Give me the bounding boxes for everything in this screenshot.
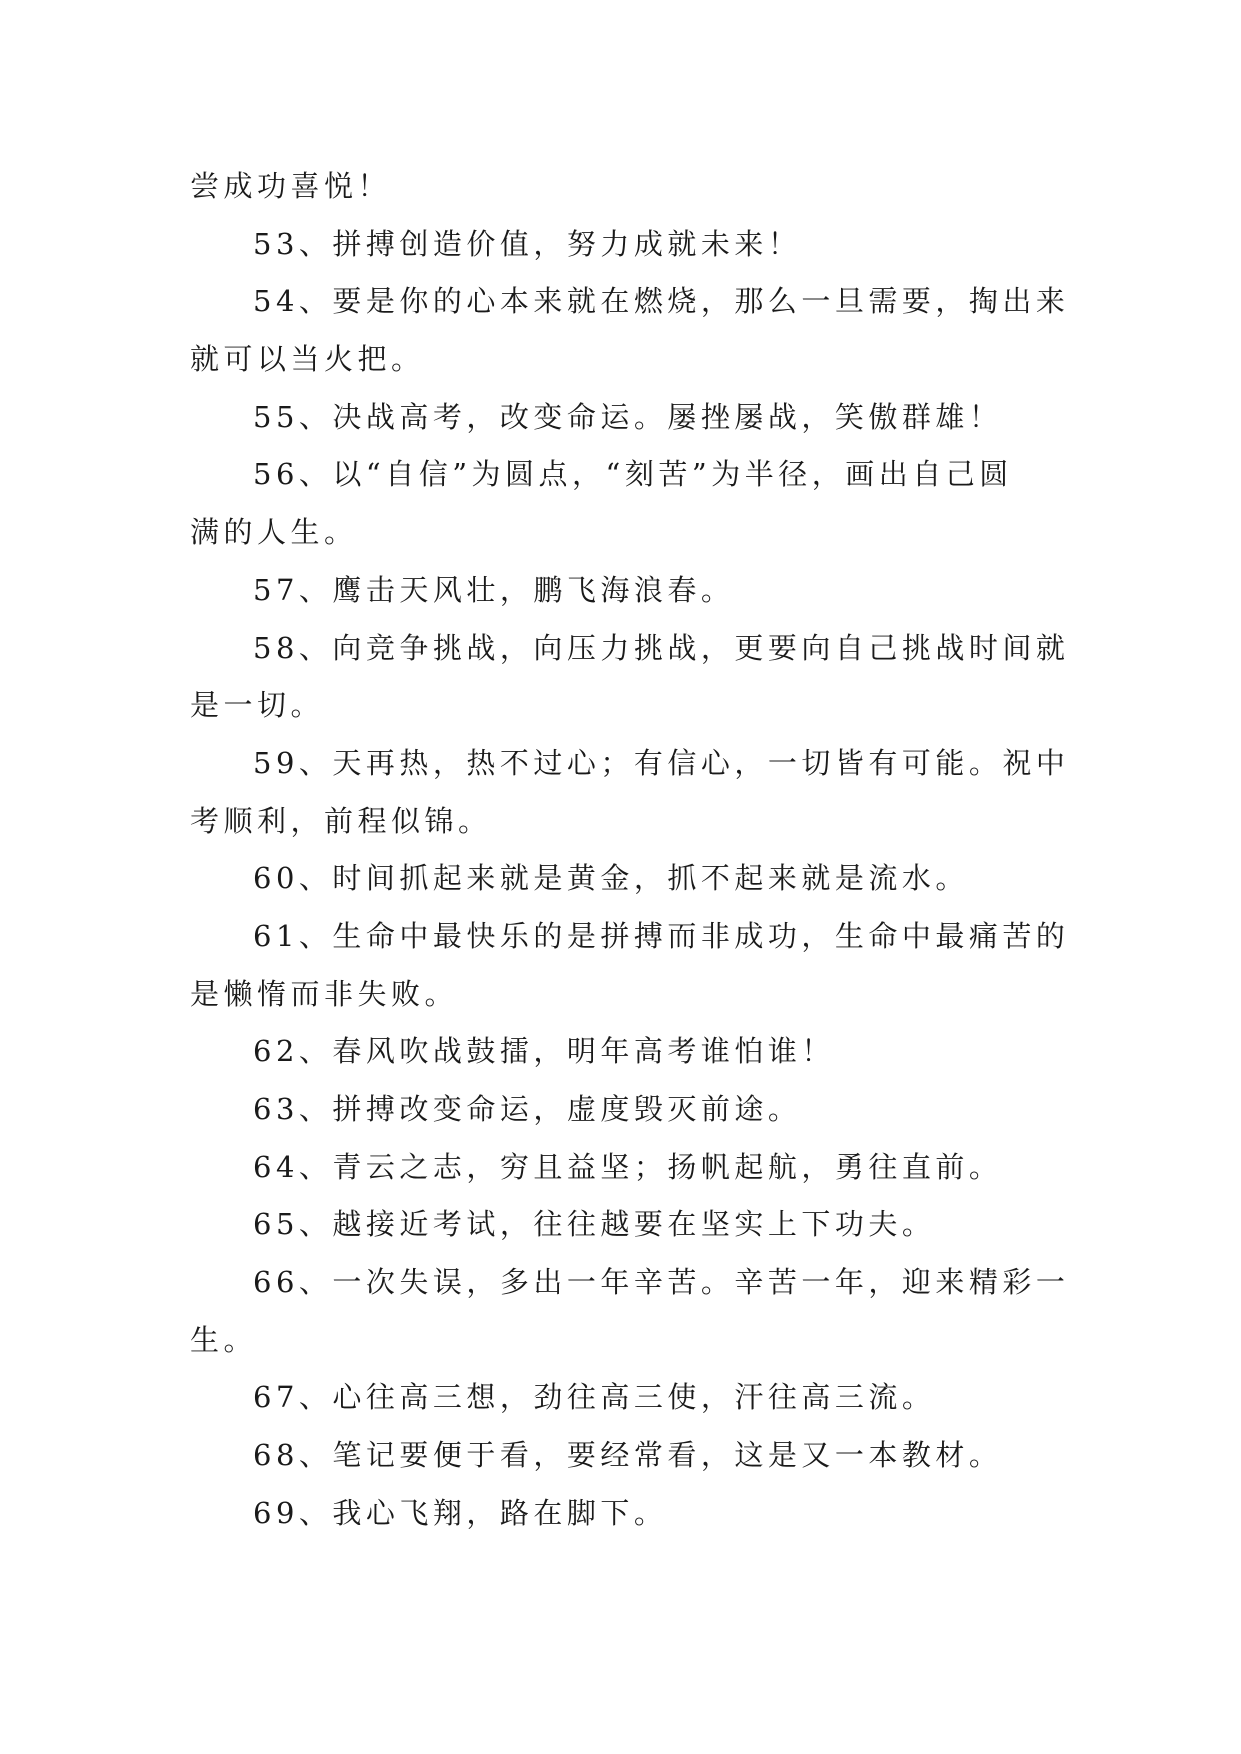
text-line: 是懒惰而非失败。 (190, 976, 459, 1011)
text-line: 考顺利，前程似锦。 (190, 803, 492, 838)
text-line: 59、天再热，热不过心；有信心，一切皆有可能。祝中 (253, 745, 1070, 780)
text-line: 是一切。 (190, 688, 325, 723)
text-line: 67、心往高三想，劲往高三使，汗往高三流。 (253, 1380, 936, 1415)
text-line: 53、拼搏创造价值，努力成就未来！ (253, 226, 802, 261)
text-line: 69、我心飞翔，路在脚下。 (253, 1495, 668, 1530)
text-line: 57、鹰击天风壮，鹏飞海浪春。 (253, 572, 735, 607)
text-line: 60、时间抓起来就是黄金，抓不起来就是流水。 (253, 861, 969, 896)
text-line: 尝成功喜悦！ (190, 169, 392, 203)
text-line: 68、笔记要便于看，要经常看，这是又一本教材。 (253, 1438, 1003, 1473)
text-line: 54、要是你的心本来就在燃烧，那么一旦需要，掏出来 (253, 284, 1070, 319)
document-body (190, 158, 1070, 1543)
text-line: 就可以当火把。 (190, 342, 425, 377)
text-line: 63、拼搏改变命运，虚度毁灭前途。 (253, 1092, 802, 1126)
text-line: 满的人生。 (190, 515, 358, 550)
text-line: 56、以“自信”为圆点，“刻苦”为半径，画出自己圆 (253, 457, 1013, 492)
text-line: 66、一次失误，多出一年辛苦。辛苦一年，迎来精彩一 (253, 1265, 1070, 1300)
text-line: 62、春风吹战鼓擂，明年高考谁怕谁！ (253, 1034, 835, 1069)
text-line: 55、决战高考，改变命运。屡挫屡战，笑傲群雄！ (253, 399, 1003, 434)
text-line: 58、向竞争挑战，向压力挑战，更要向自己挑战时间就 (253, 630, 1070, 665)
text-line: 64、青云之志，穷且益坚；扬帆起航，勇往直前。 (253, 1149, 1003, 1184)
text-line: 65、越接近考试，往往越要在坚实上下功夫。 (253, 1207, 936, 1242)
text-line: 生。 (190, 1322, 258, 1357)
text-line: 61、生命中最快乐的是拼搏而非成功，生命中最痛苦的 (253, 918, 1070, 953)
